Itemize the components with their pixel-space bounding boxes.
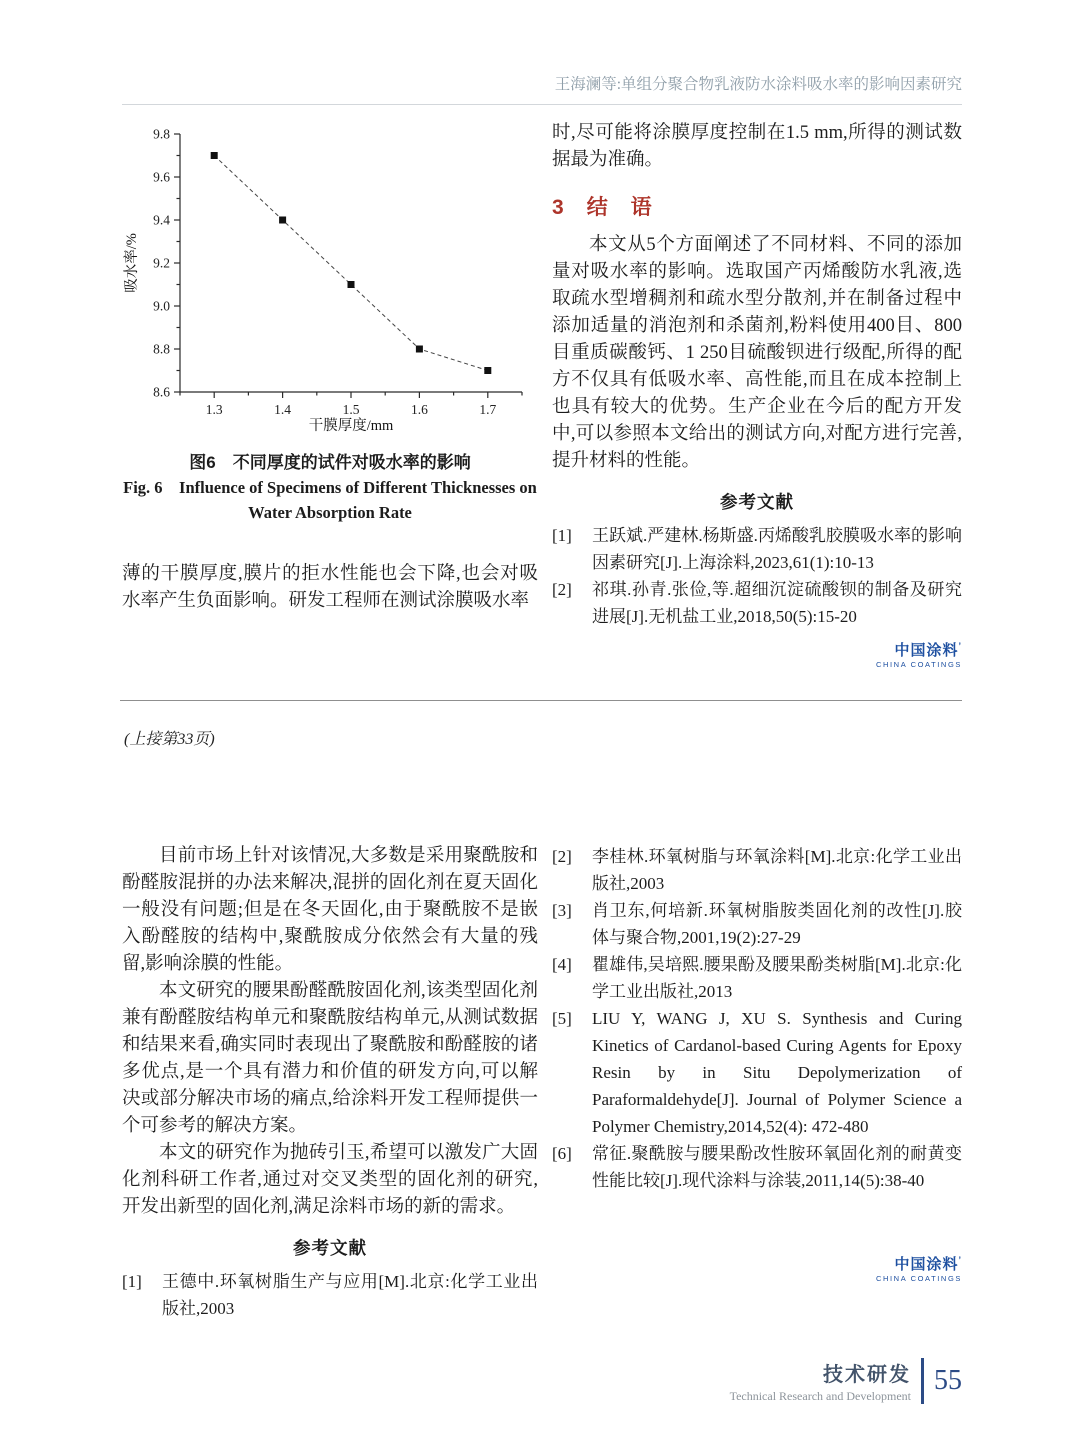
svg-text:1.4: 1.4 bbox=[274, 402, 292, 417]
logo-trademark: ’ bbox=[958, 641, 962, 651]
section-title: 结 语 bbox=[586, 196, 653, 219]
reference-number: [2] bbox=[552, 847, 572, 866]
svg-text:干膜厚度/mm: 干膜厚度/mm bbox=[308, 418, 394, 434]
body-paragraph: 目前市场上针对该情况,大多数是采用聚酰胺和酚醛胺混拼的办法来解决,混拼的固化剂在夏天固化一般没有问题;但是在冬天固化,由于聚酰胺不是嵌入酚醛胺的结构中,聚酰胺成分依然会有大量的残留,影响涂膜的性能。 bbox=[122, 846, 538, 974]
svg-text:吸水率/%: 吸水率/% bbox=[124, 233, 140, 293]
svg-text:9.0: 9.0 bbox=[153, 298, 170, 314]
svg-text:9.2: 9.2 bbox=[153, 255, 170, 271]
running-head: 王海澜等:单组分聚合物乳液防水涂料吸水率的影响因素研究 bbox=[122, 72, 962, 105]
reference-text: 肖卫东,何培新.环氧树脂胺类固化剂的改性[J].胶体与聚合物,2001,19(2):27-29 bbox=[592, 901, 962, 947]
reference-item bbox=[552, 897, 962, 951]
references-list bbox=[552, 522, 962, 630]
body-paragraph: 本文研究的腰果酚醛酰胺固化剂,该类型固化剂兼有酚醛胺结构单元和聚酰胺结构单元,从测试数据和结果来看,确实同时表现出了聚酰胺和酚醛胺的诸多优点,是一个具有潜力和价值的研发方向,可以解决或部分解决市场的痛点,给涂料开发工程师提供一个可参考的解决方案。 bbox=[122, 981, 538, 1136]
reference-text: 常征.聚酰胺与腰果酚改性胺环氧固化剂的耐黄变性能比较[J].现代涂料与涂装,2011,14(5):38-40 bbox=[592, 1144, 962, 1190]
conclusion-paragraph: 本文从5个方面阐述了不同材料、不同的添加量对吸水率的影响。选取国产丙烯酸防水乳液,选取疏水型增稠剂和疏水型分散剂,并在制备过程中添加适量的消泡剂和杀菌剂,粉料使用400目、800目重质碳酸钙、1 250目硫酸钡进行级配,所得的配方不仅具有低吸水率、高性能,而且在成本控制上也具有较大的优势。生产企业在今后的配方开发中,可以参照本文给出的测试方向,对配方进行完善,提升材料的性能。 bbox=[552, 235, 962, 471]
figure6-line-chart bbox=[122, 120, 538, 438]
top-right-column bbox=[552, 120, 962, 669]
references-list bbox=[552, 843, 962, 1194]
bottom-right-column bbox=[552, 843, 962, 1322]
svg-text:9.8: 9.8 bbox=[153, 126, 170, 142]
svg-text:1.7: 1.7 bbox=[479, 402, 497, 417]
bottom-section bbox=[122, 843, 962, 1322]
section-heading-conclusion bbox=[552, 191, 962, 221]
reference-number: [1] bbox=[552, 526, 572, 545]
reference-item bbox=[552, 522, 962, 576]
reference-text: LIU Y, WANG J, XU S. Synthesis and Curing Kinetics of Cardanol-based Curing Agents for Epoxy Resin by in Situ Depolymerization of Paraformaldehyde[J]. Journal of Polymer Science a Polymer Chemistry,2014,52(4): 472-480 bbox=[592, 1009, 962, 1136]
reference-number: [2] bbox=[552, 580, 572, 599]
top-left-column bbox=[122, 120, 538, 669]
logo-text-cn: 中国涂料’ bbox=[894, 1255, 962, 1273]
footer-section-cn: 技术研发 bbox=[823, 1364, 911, 1386]
reference-item bbox=[552, 951, 962, 1005]
figure-caption-en-line2: Water Absorption Rate bbox=[248, 503, 412, 522]
reference-item bbox=[552, 843, 962, 897]
logo-text-en: CHINA COATINGS bbox=[875, 1273, 962, 1283]
figure-caption-en-line1: Fig. 6 Influence of Specimens of Different Thicknesses on bbox=[123, 478, 537, 497]
page-footer bbox=[730, 1358, 962, 1404]
references-title: 参考文献 bbox=[720, 492, 794, 512]
reference-item bbox=[552, 1005, 962, 1140]
reference-number: [4] bbox=[552, 955, 572, 974]
svg-text:8.6: 8.6 bbox=[153, 384, 170, 400]
svg-text:1.6: 1.6 bbox=[410, 402, 428, 417]
figure-caption-en bbox=[122, 475, 538, 525]
svg-text:1.5: 1.5 bbox=[342, 402, 360, 417]
section-divider bbox=[120, 700, 962, 701]
svg-text:8.8: 8.8 bbox=[153, 341, 170, 357]
reference-item bbox=[552, 576, 962, 630]
reference-number: [6] bbox=[552, 1144, 572, 1163]
body-paragraph: 时,尽可能将涂膜厚度控制在1.5 mm,所得的测试数据最为准确。 bbox=[552, 123, 962, 170]
reference-item bbox=[552, 1140, 962, 1194]
line-chart-canvas bbox=[122, 120, 538, 438]
body-paragraph: 本文的研究作为抛砖引玉,希望可以激发广大固化剂科研工作者,通过对交叉类型的固化剂的研究,开发出新型的固化剂,满足涂料市场的新的需求。 bbox=[122, 1143, 538, 1217]
svg-text:9.4: 9.4 bbox=[153, 212, 170, 228]
reference-text: 祁琪.孙青.张俭,等.超细沉淀硫酸钡的制备及研究进展[J].无机盐工业,2018,50(5):15-20 bbox=[592, 580, 962, 626]
reference-number: [5] bbox=[552, 1009, 572, 1028]
china-coatings-logo bbox=[552, 642, 962, 669]
references-list bbox=[122, 1268, 538, 1322]
footer-section-block bbox=[730, 1358, 921, 1404]
reference-text: 瞿雄伟,吴培熙.腰果酚及腰果酚类树脂[M].北京:化学工业出版社,2013 bbox=[592, 955, 962, 1001]
reference-number: [1] bbox=[122, 1272, 142, 1291]
page-number: 55 bbox=[934, 1365, 962, 1396]
top-section bbox=[122, 120, 962, 669]
logo-trademark: ’ bbox=[958, 1255, 962, 1265]
references-title: 参考文献 bbox=[293, 1238, 367, 1258]
logo-text-cn: 中国涂料’ bbox=[894, 641, 962, 659]
footer-section-en: Technical Research and Development bbox=[729, 1389, 911, 1403]
reference-text: 李桂林.环氧树脂与环氧涂料[M].北京:化学工业出版社,2003 bbox=[592, 847, 962, 893]
continued-from-note: (上接第33页) bbox=[124, 731, 215, 748]
body-paragraph: 薄的干膜厚度,膜片的拒水性能也会下降,也会对吸水率产生负面影响。研发工程师在测试涂膜吸水率 bbox=[122, 564, 538, 611]
reference-number: [3] bbox=[552, 901, 572, 920]
svg-text:1.3: 1.3 bbox=[205, 402, 223, 417]
reference-text: 王德中.环氧树脂生产与应用[M].北京:化学工业出版社,2003 bbox=[162, 1272, 538, 1318]
reference-text: 王跃斌.严建林.杨斯盛.丙烯酸乳胶膜吸水率的影响因素研究[J].上海涂料,2023,61(1):10-13 bbox=[592, 526, 962, 572]
section-number: 3 bbox=[552, 196, 565, 219]
logo-text-en: CHINA COATINGS bbox=[875, 659, 962, 669]
china-coatings-logo bbox=[552, 1256, 962, 1283]
reference-item bbox=[122, 1268, 538, 1322]
figure-caption-cn: 图6 不同厚度的试件对吸水率的影响 bbox=[189, 453, 471, 472]
svg-text:9.6: 9.6 bbox=[153, 169, 170, 185]
bottom-left-column bbox=[122, 843, 538, 1322]
